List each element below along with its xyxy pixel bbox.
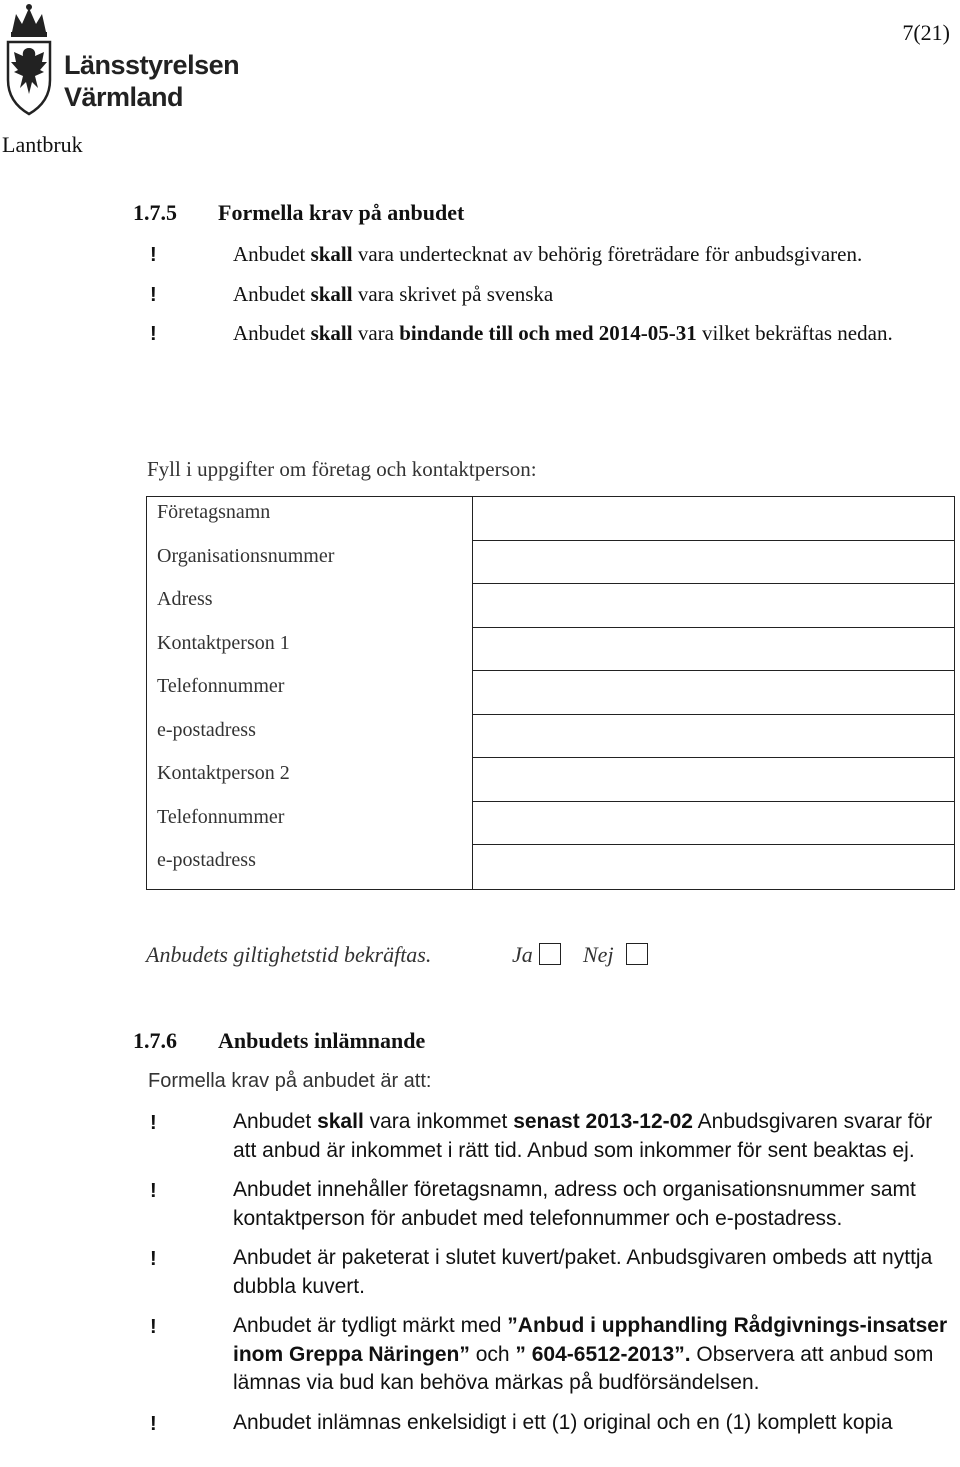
form-label: Kontaktperson 2: [157, 762, 290, 784]
form-input-cell[interactable]: [473, 758, 954, 802]
list-item-text: Anbudet inlämnas enkelsidigt i ett (1) original och en (1) komplett kopia: [233, 1410, 893, 1434]
form-input-cell[interactable]: [473, 497, 954, 541]
list-item-text: vara inkommet: [363, 1110, 514, 1133]
yes-label: Ja: [512, 942, 533, 967]
list-item-text: vilket bekräftas nedan.: [696, 321, 893, 345]
form-label: Organisationsnummer: [157, 544, 335, 567]
form-label: Telefonnummer: [157, 675, 285, 697]
list-item: [150, 1244, 950, 1301]
list-item-text: skall: [310, 242, 353, 266]
bullet-icon: !: [150, 1112, 157, 1134]
form-label: e-postadress: [157, 849, 256, 871]
form-input-cell[interactable]: [473, 628, 954, 672]
submission-requirements-list: [150, 1108, 950, 1437]
form-label: Företagsnamn: [157, 501, 271, 523]
validity-confirm-text: Anbudets giltighetstid bekräftas.: [146, 942, 432, 967]
section-number: 1.7.5: [133, 200, 177, 225]
list-item-text: Anbudet: [233, 321, 311, 345]
list-item: [150, 1108, 950, 1165]
form-input-cell[interactable]: [473, 584, 954, 628]
list-item-text: Anbudet: [233, 1110, 318, 1133]
list-item-text: vara undertecknat av behörig företrädare för anbudsgivaren.: [352, 242, 863, 266]
form-input-cell[interactable]: [473, 802, 954, 846]
bullet-icon: !: [150, 283, 157, 306]
list-item-text: vara skrivet på svenska: [352, 281, 554, 306]
logo-text-line1: Länsstyrelsen: [64, 50, 240, 80]
list-item-text: Anbudsgivaren svarar för att anbud är inkommet i rätt tid. Anbud som inkommer för sent beaktas ej.: [233, 1110, 933, 1162]
list-item-text: Observera att anbud som lämnas via bud kan behöva märkas på budförsändelsen.: [233, 1342, 934, 1394]
form-label: Kontaktperson 1: [157, 631, 290, 654]
form-fields-column: [473, 497, 955, 890]
list-item-text: och: [469, 1342, 516, 1366]
list-item-text: skall: [310, 281, 353, 306]
list-item: [150, 1409, 950, 1438]
bullet-icon: !: [150, 244, 157, 266]
list-item-text: Anbudet innehåller företagsnamn, adress och organisationsnummer samt kontaktperson för anbudet med telefonnummer och e-postadress.: [233, 1178, 916, 1230]
no-checkbox[interactable]: [626, 943, 648, 965]
list-item-text: Anbudet är paketerat i slutet kuvert/paket. Anbudsgivaren ombeds att nyttja dubbla kuvert.: [233, 1246, 933, 1298]
list-item-text: Anbudet: [233, 281, 311, 306]
yes-option[interactable]: [512, 942, 561, 968]
list-item-text: Anbudet: [233, 242, 311, 266]
list-item-text: ”Anbud i upphandling Rådgivnings-insatser inom Greppa Näringen”: [233, 1314, 948, 1366]
logo-text-line2: Värmland: [64, 82, 184, 112]
list-item-text: skall: [310, 321, 353, 345]
form-label: Adress: [157, 588, 213, 610]
section-number: 1.7.6: [133, 1028, 177, 1053]
list-item: [150, 240, 950, 269]
agency-logo: [0, 0, 240, 118]
crown-eagle-crest-icon: [2, 2, 56, 116]
no-label: Nej: [583, 942, 614, 967]
list-item-text: ” 604-6512-2013”.: [515, 1342, 691, 1366]
list-item-text: vara: [352, 321, 400, 345]
bullet-icon: !: [150, 1316, 157, 1338]
form-label: Telefonnummer: [157, 805, 285, 828]
yes-checkbox[interactable]: [539, 943, 561, 965]
form-input-cell[interactable]: [473, 715, 954, 759]
section-title: Anbudets inlämnande: [218, 1028, 426, 1053]
list-item-text: bindande till och med 2014-05-31: [399, 321, 697, 345]
section-heading-1-7-5: [133, 200, 464, 226]
company-info-form: [146, 496, 955, 890]
form-input-cell[interactable]: [473, 845, 954, 889]
list-item-text: senast 2013-12-02: [513, 1110, 693, 1133]
list-item: [150, 1176, 950, 1233]
no-option[interactable]: [583, 942, 648, 968]
list-item: [150, 319, 950, 348]
form-labels-column: [147, 497, 473, 890]
department-label: Lantbruk: [2, 132, 83, 157]
section-title: Formella krav på anbudet: [218, 200, 465, 225]
form-input-cell[interactable]: [473, 671, 954, 715]
section-intro: Formella krav på anbudet är att:: [148, 1070, 432, 1092]
list-item-text: skall: [317, 1110, 364, 1133]
bullet-icon: !: [150, 1248, 157, 1270]
section-heading-1-7-6: [133, 1028, 425, 1054]
bullet-icon: !: [150, 1412, 157, 1435]
bullet-icon: !: [150, 323, 157, 345]
form-input-cell[interactable]: [473, 541, 954, 585]
page-number: 7(21): [902, 20, 950, 45]
form-label: e-postadress: [157, 718, 256, 741]
form-intro: Fyll i uppgifter om företag och kontaktperson:: [147, 457, 537, 481]
list-item-text: Anbudet är tydligt märkt med: [233, 1314, 508, 1337]
requirements-list: [150, 240, 950, 348]
bullet-icon: !: [150, 1180, 157, 1202]
list-item: [150, 280, 950, 309]
list-item: [150, 1312, 950, 1398]
